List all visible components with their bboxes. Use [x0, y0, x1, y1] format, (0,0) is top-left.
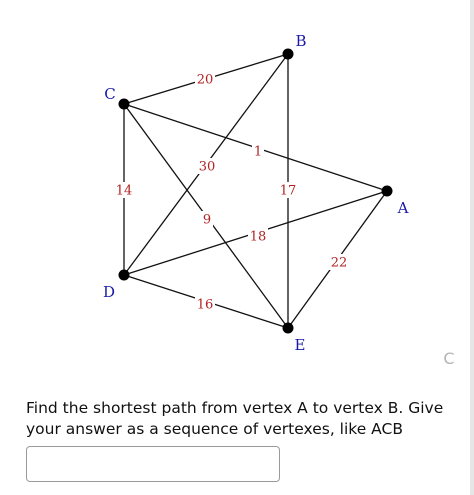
vertex-label-e: E: [294, 336, 306, 354]
question-text: Find the shortest path from vertex A to vertex B. Give your answer as a sequence of vertexes, like ACB: [26, 399, 444, 438]
vertex-label-b: B: [295, 32, 307, 50]
vertex-label-a: A: [397, 199, 409, 217]
refresh-icon[interactable]: C: [443, 349, 455, 368]
vertex-d: [119, 270, 130, 281]
vertex-label-d: D: [102, 283, 116, 301]
vertex-c: [119, 99, 130, 110]
edge-weight-c-d: 14: [115, 183, 133, 199]
edge-weight-a-d: 18: [249, 229, 267, 245]
edge-weight-a-e: 22: [330, 255, 348, 271]
edge-weight-c-e: 9: [202, 212, 212, 228]
edge-weight-c-b: 20: [196, 72, 214, 88]
graph-edges: [124, 54, 387, 328]
edge-weight-d-e: 16: [196, 297, 214, 313]
vertex-b: [283, 49, 294, 60]
vertex-label-c: C: [104, 85, 116, 103]
graph-vertices: [103, 32, 409, 354]
edge-weight-b-e: 17: [279, 183, 297, 199]
answer-input[interactable]: [26, 446, 280, 482]
graph-edge-weights: [114, 71, 349, 313]
edge-weight-b-d: 30: [198, 159, 216, 175]
right-edge-bar: [470, 0, 474, 495]
edge-weight-c-a: 1: [253, 144, 263, 160]
vertex-a: [382, 186, 393, 197]
vertex-e: [283, 323, 294, 334]
